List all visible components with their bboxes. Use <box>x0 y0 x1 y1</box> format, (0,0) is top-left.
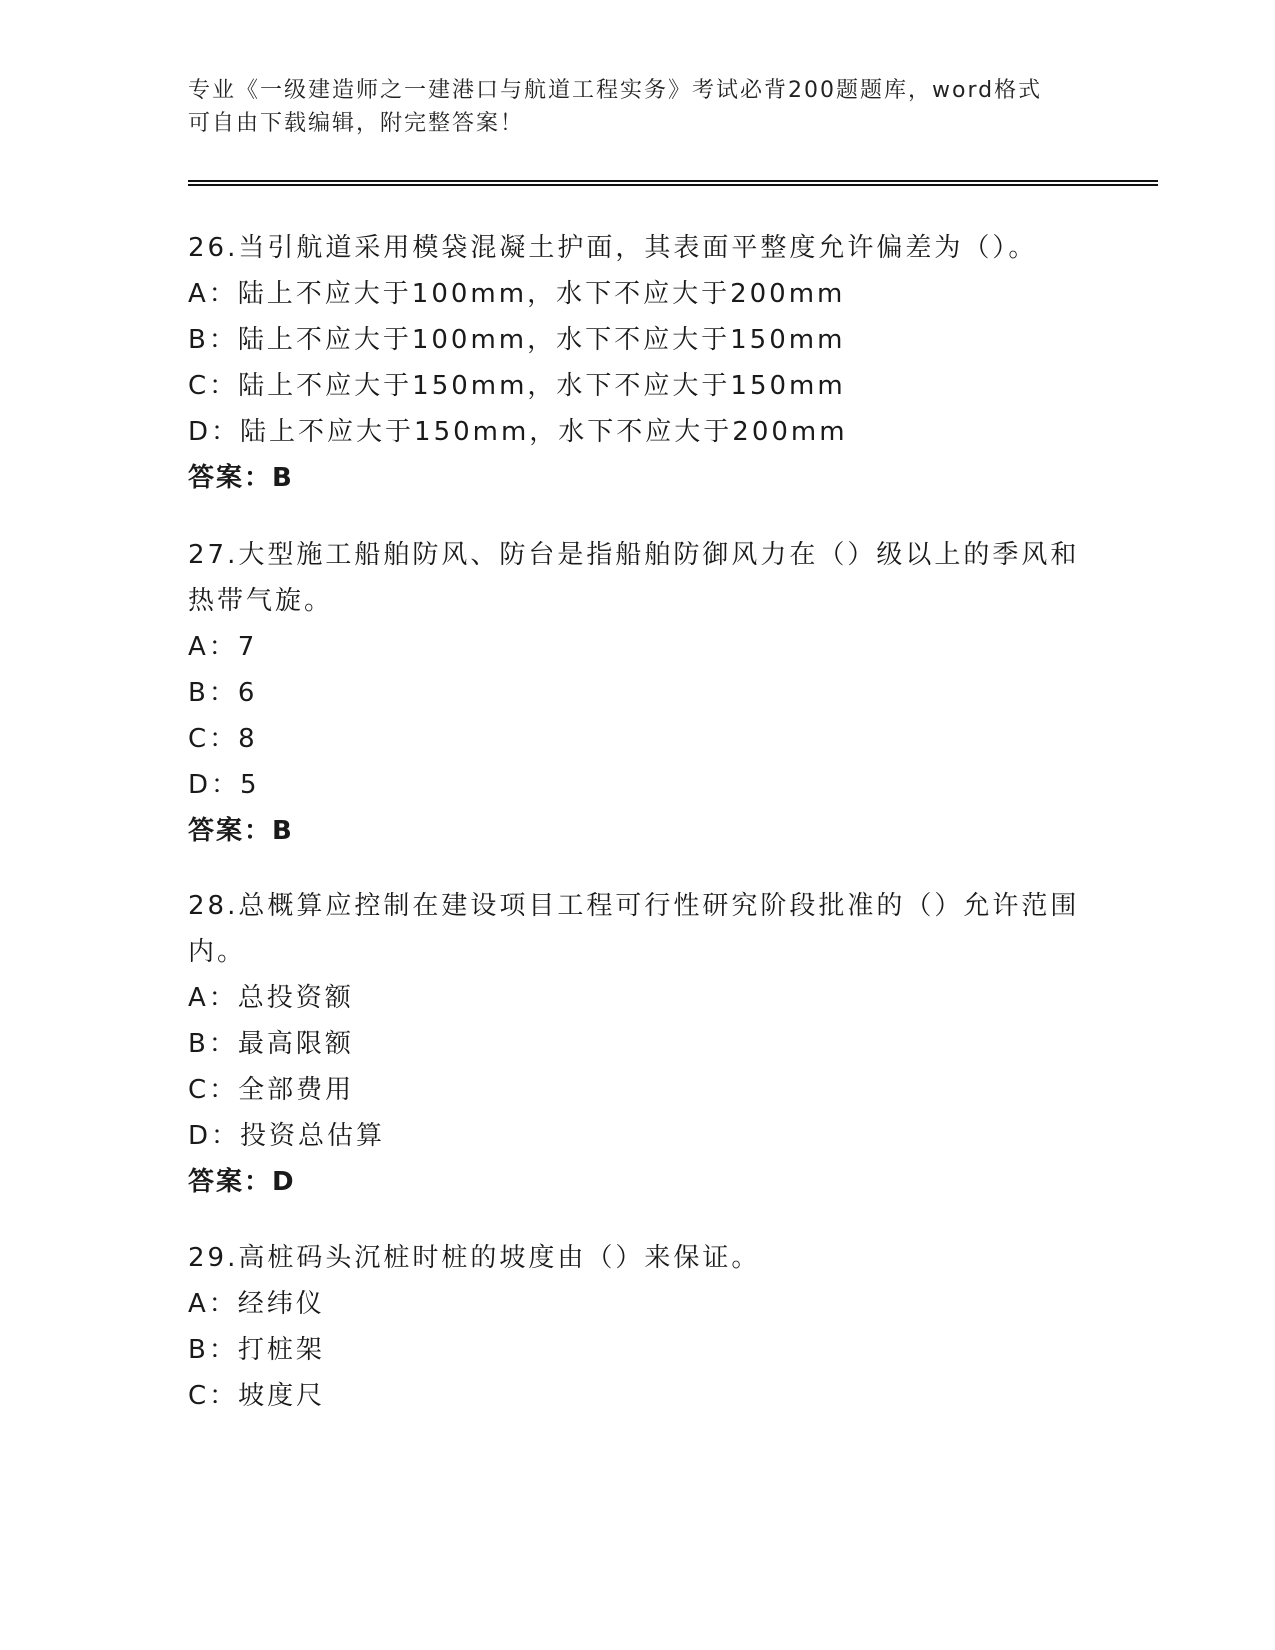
option-a: A：经纬仪 <box>188 1289 325 1319</box>
header-line-2: 可自由下载编辑，附完整答案！ <box>188 111 525 136</box>
question-stem: 29.高桩码头沉桩时桩的坡度由（）来保证。 <box>188 1243 761 1273</box>
option-a: A：陆上不应大于100mm，水下不应大于200mm <box>188 279 846 309</box>
header-line-1: 专业《一级建造师之一建港口与航道工程实务》考试必背200题题库，word格式 <box>188 78 1043 103</box>
question-28 <box>188 883 1088 1205</box>
option-d: D：陆上不应大于150mm，水下不应大于200mm <box>188 417 848 447</box>
option-b: B：陆上不应大于100mm，水下不应大于150mm <box>188 325 846 355</box>
answer: 答案：B <box>188 463 294 493</box>
answer: 答案：B <box>188 816 294 846</box>
question-stem-continued: 热带气旋。 <box>188 586 334 616</box>
option-b: B：最高限额 <box>188 1029 354 1059</box>
option-d: D：5 <box>188 770 260 800</box>
option-c: C：全部费用 <box>188 1075 355 1105</box>
question-stem: 28.总概算应控制在建设项目工程可行性研究阶段批准的（）允许范围 <box>188 891 1080 921</box>
question-26 <box>188 225 1088 501</box>
option-a: A：总投资额 <box>188 983 354 1013</box>
option-b: B：6 <box>188 678 258 708</box>
rule-line-top <box>188 180 1158 182</box>
option-c: C：坡度尺 <box>188 1381 326 1411</box>
option-c: C：8 <box>188 724 258 754</box>
question-29 <box>188 1235 1088 1419</box>
option-d: D：投资总估算 <box>188 1121 386 1151</box>
option-c: C：陆上不应大于150mm，水下不应大于150mm <box>188 371 846 401</box>
option-b: B：打桩架 <box>188 1335 325 1365</box>
option-a: A：7 <box>188 632 258 662</box>
header-double-rule <box>188 180 1158 186</box>
question-stem: 27.大型施工船舶防风、防台是指船舶防御风力在（）级以上的季风和 <box>188 540 1080 570</box>
question-stem: 26.当引航道采用模袋混凝土护面，其表面平整度允许偏差为（）。 <box>188 233 1038 263</box>
document-header <box>188 74 1088 140</box>
question-stem-continued: 内。 <box>188 937 247 967</box>
question-27 <box>188 532 1088 854</box>
answer: 答案：D <box>188 1167 296 1197</box>
rule-line-bottom <box>188 184 1158 186</box>
